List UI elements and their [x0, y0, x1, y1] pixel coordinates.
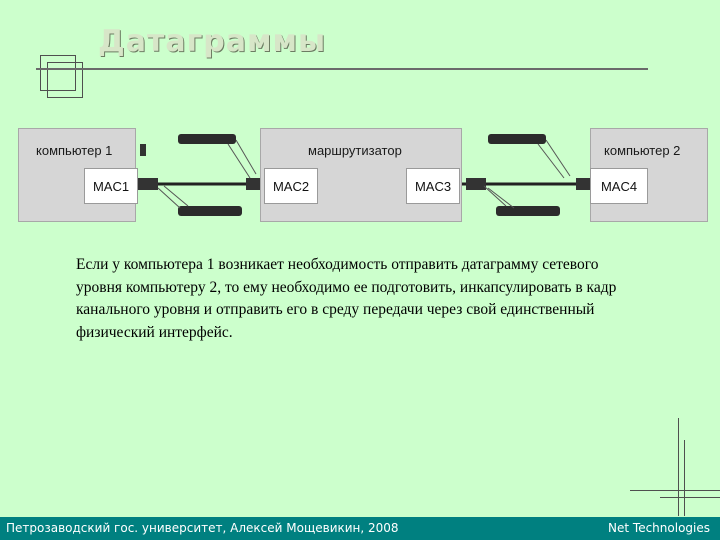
mac4-port: MAC4 — [590, 168, 648, 204]
computer-1-label: компьютер 1 — [36, 143, 113, 158]
decor-line-h2 — [660, 497, 720, 498]
mac3-port: MAC3 — [406, 168, 460, 204]
network-diagram — [18, 126, 710, 222]
decor-line-h1 — [630, 490, 720, 491]
slide-body-text: Если у компьютера 1 возникает необходимость отправить датаграмму сетевого уровня компьютеру 2, то ему необходимо ее подготовить, инкапсулировать в кадр канального уровня и отправить его в среду передачи через свой единственный физический интерфейс. — [76, 256, 617, 341]
mac1-port: MAC1 — [84, 168, 138, 204]
mac2-port: MAC2 — [264, 168, 318, 204]
slide-title: Датаграммы — [98, 24, 327, 59]
footer-bar — [0, 517, 720, 540]
router-label: маршрутизатор — [308, 143, 402, 158]
decor-line-v2 — [684, 440, 685, 516]
computer-2-label: компьютер 2 — [604, 143, 681, 158]
footer-left-text: Петрозаводский гос. университет, Алексей Мощевикин, 2008 — [6, 521, 399, 535]
title-rule — [36, 68, 648, 70]
decor-line-v1 — [678, 418, 679, 516]
footer-right-text: Net Technologies — [608, 521, 710, 535]
